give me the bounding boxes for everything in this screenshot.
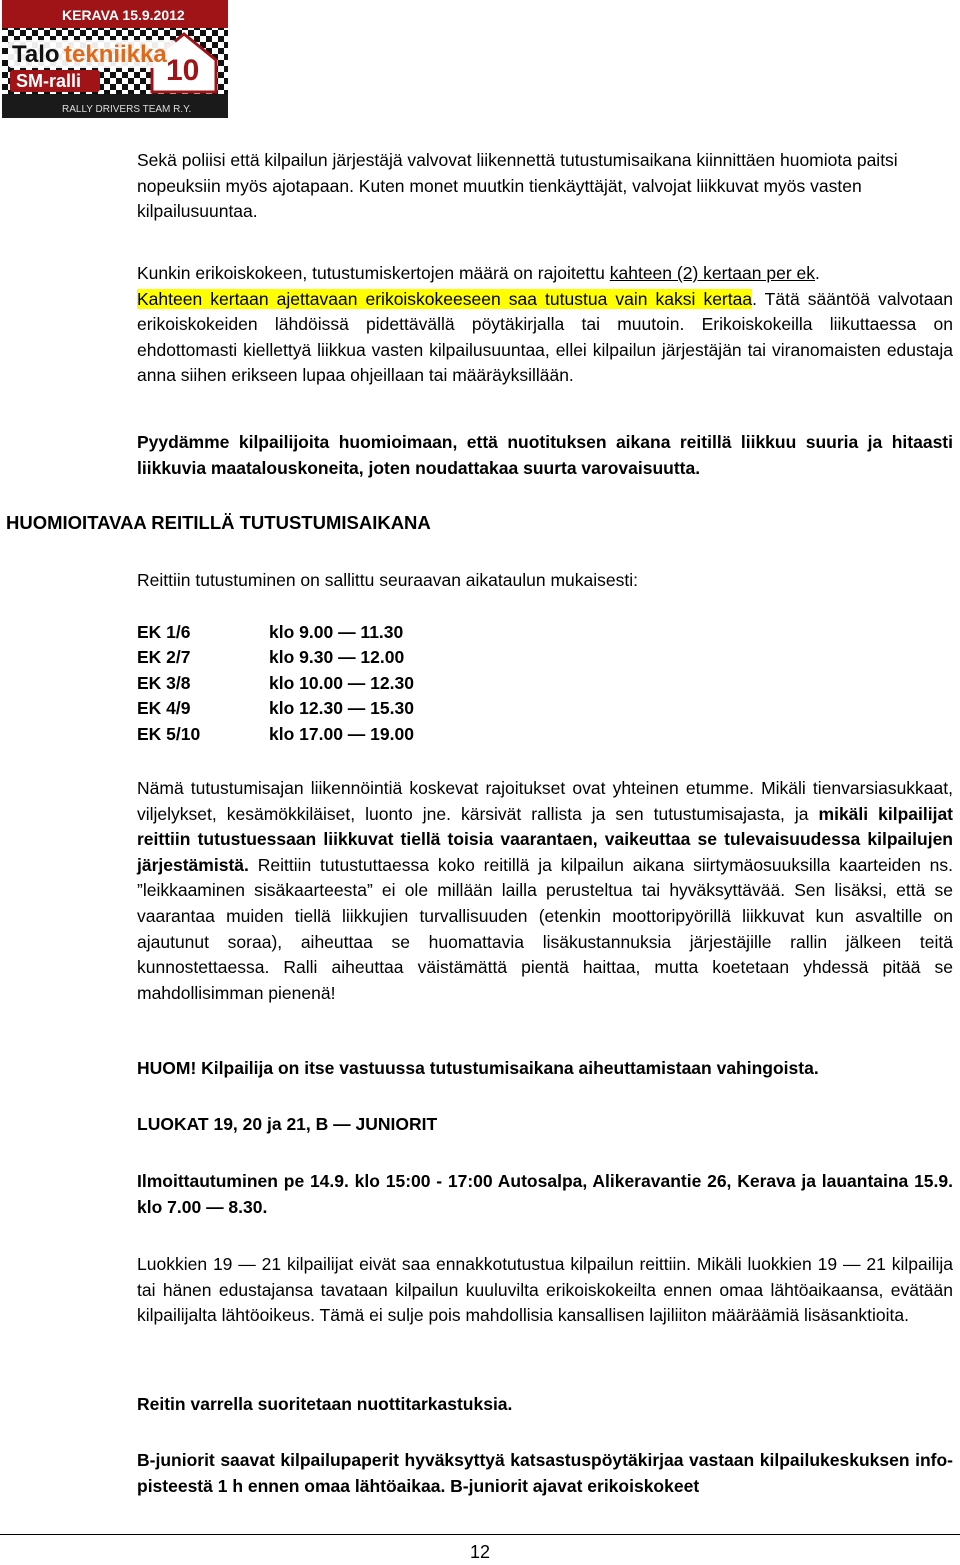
- schedule-stage: EK 5/10: [137, 723, 201, 744]
- schedule-time: klo 10.00 — 12.30: [269, 672, 414, 693]
- classes-heading: LUOKAT 19, 20 ja 21, B — JUNIORIT: [137, 1114, 438, 1134]
- huom-notice: HUOM! Kilpailija on itse vastuussa tutustumisaikana aiheuttamistaan vahingoista.: [137, 1058, 819, 1078]
- schedule-stage: EK 4/9: [137, 698, 191, 719]
- recon-limits-after-underline: .: [815, 263, 820, 283]
- logo-brand-part2: tekniikka: [64, 41, 167, 68]
- logo-team: RALLY DRIVERS TEAM R.Y.: [62, 104, 192, 115]
- traffic-restrictions-part2: Reittiin tutustuttaessa koko reitillä ja kilpailun aikana siirtymäosuuksilla kaarteiden ns. ”leikkaaminen sisäkaarteesta” ei ole millään lailla perusteltua tai hyväksyttävää. Sen lisäksi, että se vaarantaa muiden tiellä liikkujien turvallisuuden (etenkin moottoripyörillä liikkuvat kun asvaltille on ajautunut soraa), aiheuttaa se huomattavia lisäkustannuksia järjestäjille rallin jälkeen teitä kunnostettaessa. Ralli aiheuttaa väistämättä pientä haittaa, mutta koetetaan yhdessä pitää se mahdollisimman pienenä!: [137, 854, 953, 1003]
- schedule-row: [137, 671, 414, 696]
- schedule-row: [137, 620, 414, 645]
- recon-limits-highlighted: Kahteen kertaan ajettavaan erikoiskokeeseen saa tutustua vain kaksi kertaa: [137, 288, 753, 309]
- recon-limits-underlined: kahteen (2) kertaan per ek: [609, 263, 816, 283]
- pace-note-checks: Reitin varrella suoritetaan nuottitarkastuksia.: [137, 1394, 513, 1414]
- paragraph-farm-machinery-warning: Pyydämme kilpailijoita huomioimaan, että nuotituksen aikana reitillä liikkuu suuria ja hitaasti liikkuvia maatalouskoneita, joten noudattakaa suurta varovaisuutta.: [137, 432, 953, 478]
- traffic-restrictions-bold: mikäli kilpailijat reittiin tutustuessaan liikkuvat tiellä toisia vaarantaen, vaikeuttaa se tulevaisuudessa kilpailujen järjestämistä.: [137, 803, 954, 875]
- schedule-intro: Reittiin tutustuminen on sallittu seuraavan aikataulun mukaisesti:: [137, 570, 638, 590]
- schedule-stage: EK 1/6: [137, 622, 191, 642]
- page-number: 12: [469, 1542, 491, 1562]
- schedule-row: [137, 645, 414, 670]
- logo-brand-part1: Talo: [12, 41, 60, 68]
- registration-info: Ilmoittautuminen pe 14.9. klo 15:00 - 17:00 Autosalpa, Alikeravantie 26, Kerava ja lauantaina 15.9. klo 7.00 — 8.30.: [137, 1171, 953, 1217]
- paragraph-police-monitoring: Sekä poliisi että kilpailun järjestäjä valvovat liikennettä tutustumisaikana kiinnittäen huomiota paitsi nopeuksiin myös ajotapaan. Kuten monet muutkin tienkäyttäjät, valvojat liikkuvat myös vasten kilpailusuuntaa.: [137, 150, 898, 222]
- schedule-time: klo 17.00 — 19.00: [269, 723, 414, 744]
- schedule-time: klo 9.00 — 11.30: [269, 622, 404, 642]
- section-heading: HUOMIOITAVAA REITILLÄ TUTUSTUMISAIKANA: [6, 512, 431, 533]
- schedule-row: [137, 722, 414, 747]
- schedule-stage: EK 3/8: [137, 672, 191, 693]
- paragraph-junior-recon-ban: Luokkien 19 — 21 kilpailijat eivät saa ennakkotutustua kilpailun reittiin. Mikäli luokkien 19 — 21 kilpailija tai hänen edustajansa tavataan kilpailun kuuluvilta erikoiskokeilta ennen omaa lähtöaikaansa, evätään kilpailijalta lähtöoikeus. Tämä ei sulje pois mahdollisia kansallisen lajiliiton määräämiä lisäsanktioita.: [137, 1254, 953, 1326]
- b-juniors-info: B-juniorit saavat kilpailupaperit hyväksyttyä katsastuspöytäkirjaa vastaan kilpailukeskuksen info-pisteestä 1 h ennen omaa lähtöaikaa. B-juniorit ajavat erikoiskokeet: [137, 1450, 953, 1496]
- schedule-time: klo 9.30 — 12.00: [269, 647, 405, 668]
- recon-limits-rest: . Tätä sääntöä valvotaan erikoiskokeiden lähdöissä pidettävällä pöytäkirjalla tai muutoin. Erikoiskokeilla liikuttaessa on ehdottomasti kiellettyä liikkua vasten kilpailusuuntaa, ellei kilpailun järjestäjän tai viranomaisten edustaja anna siihen erikseen lupaa ohjeillaan tai määräyksillään.: [137, 288, 953, 386]
- schedule-time: klo 12.30 — 15.30: [269, 698, 414, 719]
- schedule-table: [137, 620, 414, 747]
- rally-logo: [2, 0, 228, 118]
- recon-limits-intro: Kunkin erikoiskokeen, tutustumiskertojen määrä on rajoitettu: [137, 263, 610, 283]
- logo-subtitle: SM-ralli: [16, 71, 82, 91]
- schedule-row: [137, 696, 414, 721]
- footer-divider: [0, 1534, 960, 1535]
- logo-number: 10: [166, 54, 200, 87]
- schedule-stage: EK 2/7: [137, 647, 191, 668]
- traffic-restrictions-part1: Nämä tutustumisajan liikennöintiä koskevat rajoitukset ovat yhteinen etumme. Mikäli tienvarsiasukkaat, viljelykset, kesämökkiläiset, luonto jne. kärsivät rallista ja sen tutustumisajasta, ja: [137, 778, 953, 824]
- logo-date: KERAVA 15.9.2012: [62, 7, 185, 23]
- paragraph-recon-limits: [137, 261, 953, 389]
- paragraph-traffic-restrictions: [137, 776, 953, 1006]
